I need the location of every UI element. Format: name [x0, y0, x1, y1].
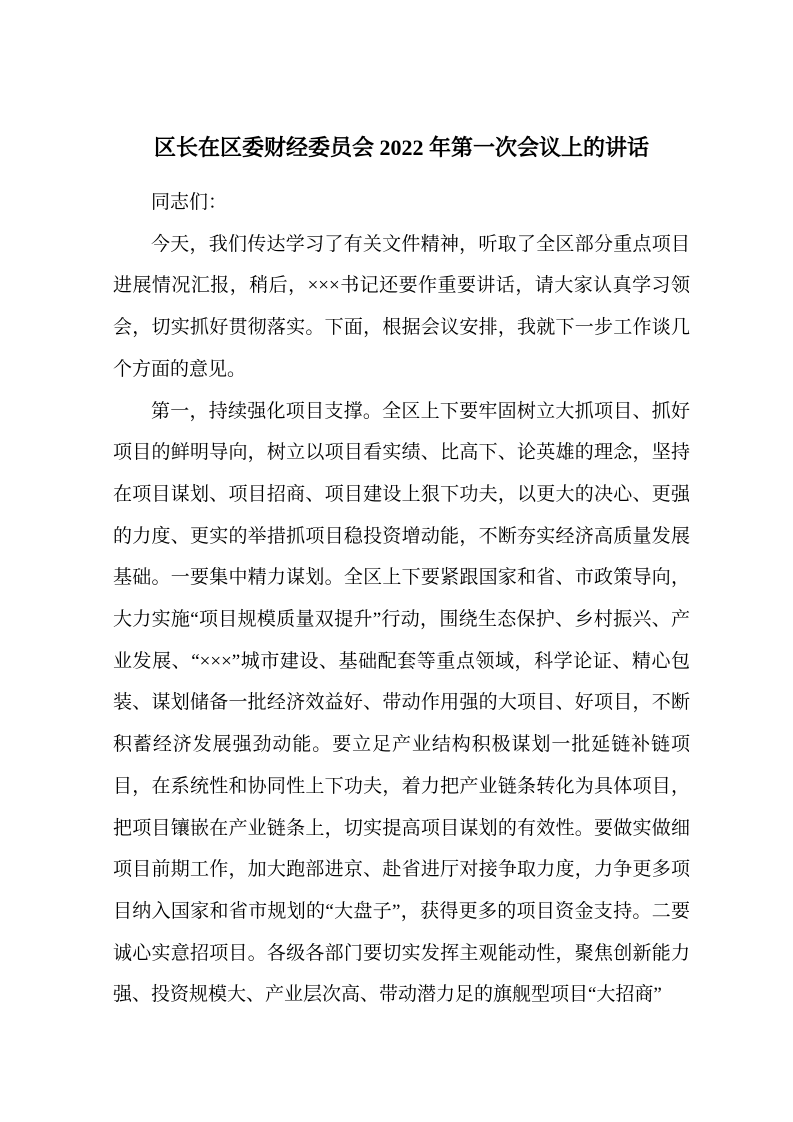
paragraph-salutation: 同志们： [151, 192, 228, 213]
paragraph-first-point: 第一，持续强化项目支撑。全区上下要牢固树立大抓项目、抓好项目的鲜明导向，树立以项目看实绩、比高下、论英雄的理念，坚持在项目谋划、项目招商、项目建设上狠下功夫，以更大的决心、更强的力度、更实的举措抓项目稳投资增动能，不断夯实经济高质量发展基础。一要集中精力谋划。全区上下要紧跟国家和省、市政策导向，大力实施“项目规模质量双提升”行动，围绕生态保护、乡村振兴、产业发展、“×××”城市建设、基础配套等重点领域，科学论证、精心包装、谋划储备一批经济效益好、带动作用强的大项目、好项目，不断积蓄经济发展强劲动能。要立足产业结构积极谋划一批延链补链项目，在系统性和协同性上下功夫，着力把产业链条转化为具体项目，把项目镶嵌在产业链条上，切实提高项目谋划的有效性。要做实做细项目前期工作，加大跑部进京、赴省进厅对接争取力度，力争更多项目纳入国家和省市规划的“大盘子”，获得更多的项目资金支持。二要诚心实意招项目。各级各部门要切实发挥主观能动性，聚焦创新能力强、投资规模大、产业层次高、带动潜力足的旗舰型项目“大招商” [113, 400, 690, 1006]
paragraph-intro: 今天，我们传达学习了有关文件精神，听取了全区部分重点项目进展情况汇报，稍后，×××书记还要作重要讲话，请大家认真学习领会，切实抓好贯彻落实。下面，根据会议安排，我就下一步工作谈几个方面的意见。 [113, 233, 690, 380]
document-title: 区长在区委财经委员会 2022 年第一次会议上的讲话 [153, 135, 649, 160]
